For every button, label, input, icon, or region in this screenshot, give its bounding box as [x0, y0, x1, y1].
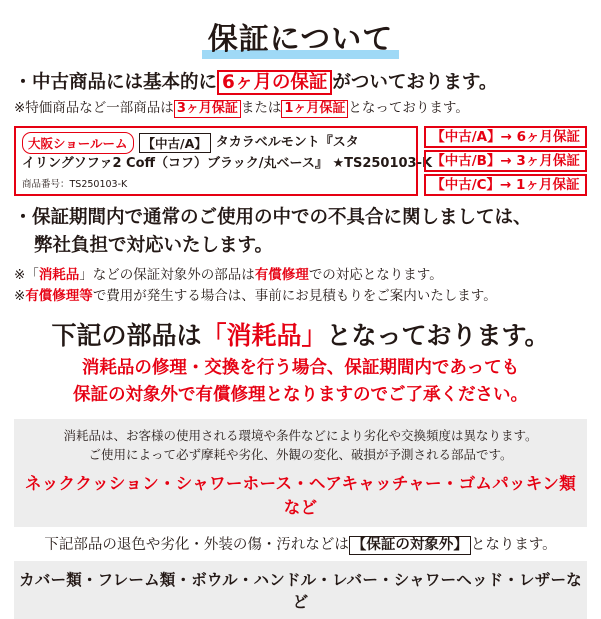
- warranty-note-1-a: ※「: [14, 266, 39, 283]
- product-header-row: [22, 132, 410, 154]
- warranty-note-1-consumable: 消耗品: [38, 266, 80, 283]
- panel-note-2: ご使用によって必ず摩耗や劣化、外観の変化、破損が予測される部品です。: [88, 447, 513, 463]
- consumables-heading-a: 下記の部品は: [51, 321, 202, 351]
- consumables-sub-1: 消耗品の修理・交換を行う場合、保証期間内であっても: [81, 358, 520, 379]
- product-name-code: ★TS250103-K: [332, 155, 433, 171]
- product-name-line2-text: イリングソファ2 Coff（コフ）ブラック/丸ベース』: [22, 155, 328, 171]
- intro-line-1: [14, 70, 587, 96]
- warranty-note-2-c: で費用が発生する場合は、事前にお見積もりをご案内いたします。: [92, 287, 497, 304]
- bottom-note-a: 下記部品の退色や劣化・外装の傷・汚れなどは: [44, 536, 349, 553]
- warranty-note-1-c: 」などの保証対象外の部品は: [79, 266, 255, 283]
- intro-badge-3month: 3ヶ月保証: [174, 100, 241, 118]
- consumables-panel: [14, 419, 587, 527]
- product-code-label: 商品番号：TS250103-K: [22, 179, 128, 191]
- warranty-note-2: [14, 286, 587, 306]
- warranty-mapping-list: [424, 126, 587, 197]
- warranty-note-2-a: ※: [14, 287, 26, 304]
- warranty-line-2: 弊社負担で対応いたします。: [34, 235, 274, 257]
- product-mapping-band: [14, 126, 587, 197]
- intro-line-2-mid: または: [240, 100, 282, 117]
- page-title: [202, 14, 399, 60]
- bottom-note-badge: 【保証の対象外】: [349, 536, 471, 555]
- warranty-note-2-paid-repair: 有償修理等: [25, 287, 93, 304]
- intro-line-2-prefix: ※特価商品など一部商品は: [14, 100, 174, 117]
- bottom-parts-bar: カバー類・フレーム類・ボウル・ハンドル・レバー・シャワーヘッド・レザーなど: [14, 561, 587, 619]
- intro-line-1-text-a: 中古商品には基本的に: [32, 72, 218, 93]
- warranty-note-1-paid-repair: 有償修理: [254, 266, 309, 283]
- page-title-text: 保証について: [207, 22, 394, 57]
- bullet-icon: ・: [14, 72, 32, 93]
- intro-line-2: [14, 98, 587, 118]
- product-example-box: [14, 126, 433, 197]
- page-title-wrap: [14, 14, 587, 60]
- condition-badge: 【中古/A】: [139, 133, 211, 153]
- product-name-line2: [22, 155, 433, 173]
- consumables-heading-highlight: 「消耗品」: [201, 321, 327, 351]
- warranty-line-1-text: 保証期間内で通常のご使用の中での不具合に関しましては、: [32, 207, 532, 229]
- mapping-row-b: 【中古/B】→ 3ヶ月保証: [424, 150, 587, 172]
- warranty-note-1: [14, 265, 587, 285]
- panel-consumable-items: ネッククッション・シャワーホース・ヘアキャッチャー・ゴムパッキン類など: [24, 473, 577, 517]
- bottom-note-b: となります。: [470, 536, 557, 553]
- intro-line-1-text-b: がついております。: [332, 72, 498, 93]
- shop-badge: 大阪ショールーム: [22, 132, 134, 154]
- bottom-note: [14, 535, 587, 555]
- mapping-row-c: 【中古/C】→ 1ヶ月保証: [424, 174, 587, 196]
- consumables-heading: [14, 316, 587, 352]
- consumables-heading-c: となっております。: [326, 321, 550, 351]
- consumables-sub-2: 保証の対象外で有償修理となりますのでご了承ください。: [73, 385, 528, 406]
- intro-badge-1month: 1ヶ月保証: [281, 100, 348, 118]
- bullet-icon-2: ・: [14, 207, 32, 229]
- product-name-line1: タカラベルモント『スタ: [215, 134, 359, 150]
- warranty-note-1-e: での対応となります。: [308, 266, 443, 283]
- intro-line-2-suffix: となっております。: [348, 100, 469, 117]
- intro-badge-6month: 6ヶ月の保証: [217, 70, 332, 95]
- warranty-line-1: [14, 205, 587, 231]
- mapping-row-a: 【中古/A】→ 6ヶ月保証: [424, 126, 587, 148]
- panel-note-1: 消耗品は、お客様の使用される環境や条件などにより劣化や交換頻度は異なります。: [63, 427, 538, 443]
